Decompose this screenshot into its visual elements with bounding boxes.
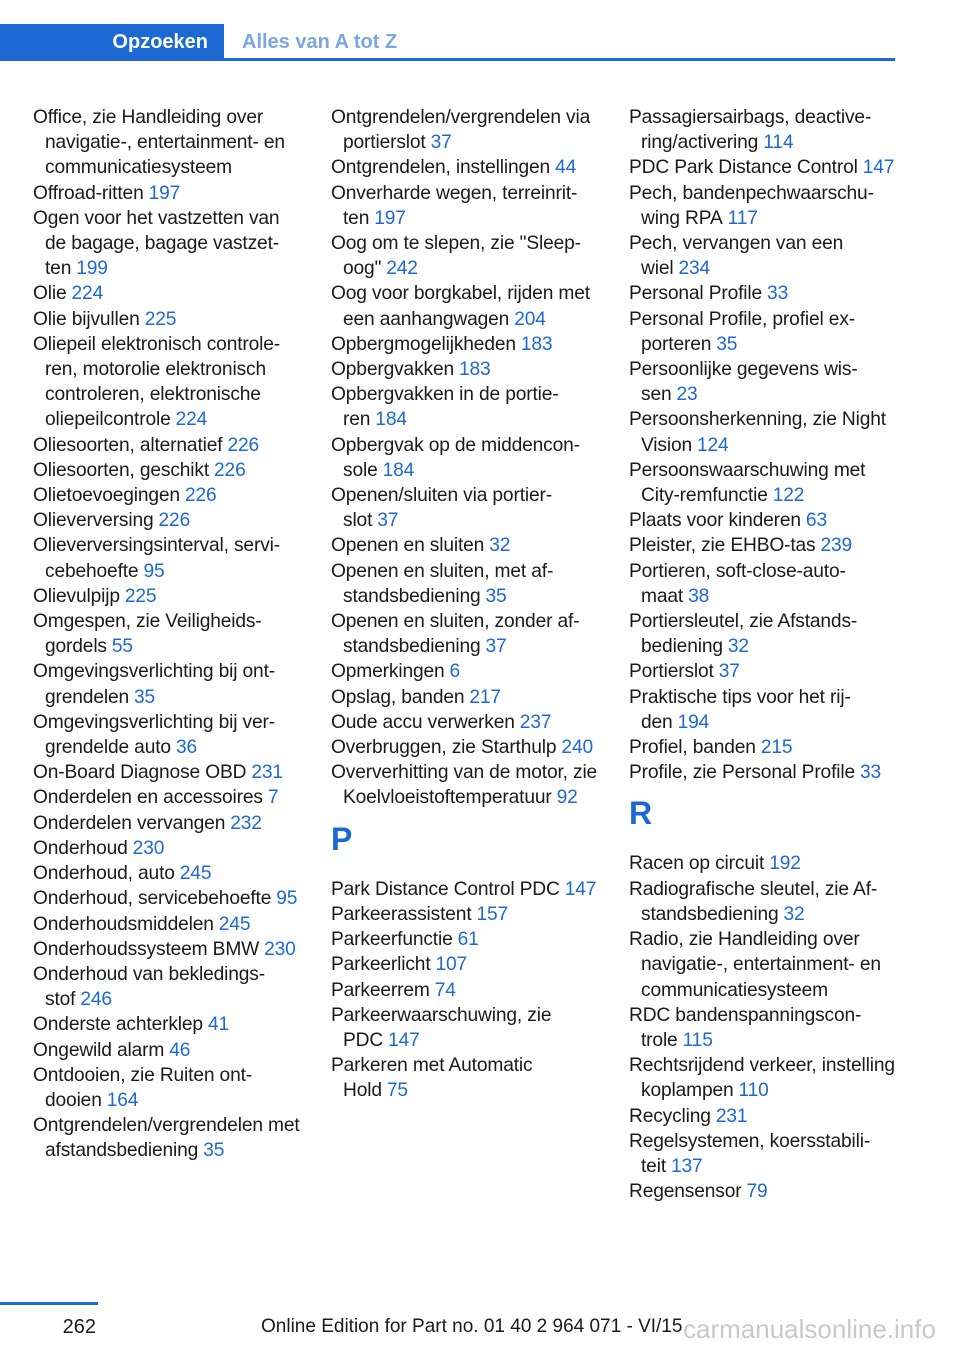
index-letter-heading: P [331,820,353,857]
index-letter-heading: R [629,795,653,832]
index-page-link[interactable]: 230 [264,938,296,960]
index-entry [33,1063,301,1113]
index-page-link[interactable]: 240 [561,737,593,759]
index-entry-text: Offroad-ritten [33,182,144,204]
index-page-link[interactable]: 37 [485,636,507,658]
index-entry-text: Personal Profile, profiel exporteren [629,308,856,355]
index-entry-text: Personal Profile [629,283,763,305]
index-page-link[interactable]: 74 [434,979,456,1001]
index-page-link[interactable]: 147 [564,878,597,900]
index-entry [33,836,301,861]
index-page-link[interactable]: 95 [143,560,165,582]
index-page-link[interactable]: 115 [682,1029,713,1051]
index-entry-text: Oliesoorten, geschikt [33,459,210,481]
index-entry [629,357,899,407]
index-page-link[interactable]: 137 [671,1155,703,1177]
index-entry [331,559,599,609]
index-entry-text: Parkeerfunctie [331,929,453,951]
index-entry [629,851,899,876]
index-entry [629,735,899,760]
index-entry [33,181,301,206]
index-entry-text: Oude accu verwerken [331,711,515,733]
index-entry-text: Parkeerlicht [331,954,431,976]
index-entry [331,760,599,810]
index-page-link[interactable]: 23 [676,384,698,406]
index-entry [331,533,599,558]
index-entry [629,533,899,558]
index-entry-text: Ontdooien, zie Ruiten ontdooien [33,1064,253,1111]
index-entry [629,1129,899,1179]
index-entry [33,785,301,810]
index-page-link[interactable]: 230 [132,837,165,859]
index-entry [331,952,599,977]
index-entry [33,458,301,483]
index-entry-text: PDC Park Distance Control [629,157,858,179]
index-entry [331,483,599,533]
index-entry-text: Oliesoorten, alternatief [33,434,223,456]
index-entry [629,181,899,231]
index-entry-text: Persoonsherkenning, zie Night Vision [629,409,886,456]
index-entry-text: Omgevingsverlichting bij vergrendelde auto [33,711,276,759]
index-entry-text: Onderhoud [33,837,128,859]
index-entry-text: Parkeerassistent [331,903,472,925]
index-entry [629,559,899,609]
header-underline [224,58,895,61]
index-page-link[interactable]: 6 [449,661,461,683]
index-entry [629,307,899,357]
index-entry-text: Onderste achterklep [33,1014,203,1036]
index-entry-text: Onderdelen en accessoires [33,787,263,809]
index-page-link[interactable]: 197 [148,182,181,204]
index-entry-text: Openen en sluiten [331,535,485,557]
index-page-link[interactable]: 95 [276,888,298,910]
index-entry [331,155,599,180]
index-entry-text: Office, zie Handleiding over navigatie-, entertainment- en communicatiesysteem [33,107,285,179]
index-entry [629,1104,899,1129]
index-entry-text: Ongewild alarm [33,1039,165,1061]
index-entry-text: Persoonlijke gegevens wissen [629,359,858,406]
index-page-link[interactable]: 37 [718,661,740,683]
index-page-link[interactable]: 217 [469,686,501,708]
index-entry [331,1003,599,1053]
index-page-link[interactable]: 35 [203,1140,225,1162]
index-entry-text: Onderhoudssysteem BMW [33,938,260,960]
index-page-link[interactable]: 122 [772,485,805,507]
index-entry [331,735,599,760]
index-entry-text: RDC bandenspanningscontrole [629,1004,862,1051]
index-entry [33,1012,301,1037]
index-page-link[interactable]: 63 [805,510,827,532]
index-entry [331,609,599,659]
index-entry [33,659,301,709]
index-entry-text: Oog voor borgkabel, rijden met een aanhangwagen [331,283,590,330]
index-column-2 [331,105,599,1104]
index-entry [33,710,301,760]
index-entry-text: Olie [33,283,67,305]
index-entry-text: Praktische tips voor het rijden [629,686,851,733]
index-entry-text: Onderhoud, servicebehoefte [33,888,272,910]
index-entry-text: Ontgrendelen, instellingen [331,157,551,179]
index-page-link[interactable]: 7 [267,787,279,809]
index-column-3 [629,105,899,1204]
index-entry [33,962,301,1012]
index-entry [331,357,599,382]
index-page-link[interactable]: 197 [374,207,406,229]
index-entry [33,508,301,533]
index-page-link[interactable]: 237 [519,711,552,733]
index-entry [331,927,599,952]
index-page-link[interactable]: 147 [388,1029,420,1051]
index-entry-text: Rechtsrijdend verkeer, instelling koplampen [629,1055,895,1102]
index-page-link[interactable]: 204 [514,308,546,330]
index-entry-text: Onderhoudsmiddelen [33,913,214,935]
index-entry [629,281,899,306]
index-entry-text: Parkeerrem [331,979,430,1001]
index-entry-text: Onderhoud, auto [33,863,175,885]
index-entry [629,231,899,281]
index-entry-text: Onverharde wegen, terreinritten [331,182,578,229]
index-entry [33,886,301,911]
index-page-link[interactable]: 35 [134,686,156,708]
index-entry-text: Pleister, zie EHBO-tas [629,535,816,557]
index-entry [33,584,301,609]
index-entry [629,508,899,533]
index-entry [629,659,899,684]
index-entry [33,281,301,306]
index-entry-text: Omgespen, zie Veiligheidsgordels [33,611,262,658]
index-entry-text: Openen en sluiten, zonder afstandsbediening [331,611,580,658]
index-entry-text: Portiersleutel, zie Afstandsbediening [629,611,858,658]
index-page-link[interactable]: 232 [230,812,262,834]
index-page-link[interactable]: 246 [80,989,112,1011]
index-page-link[interactable]: 46 [169,1039,191,1061]
index-entry-text: Profile, zie Personal Profile [629,762,856,784]
index-page-link[interactable]: 32 [489,535,511,557]
index-page-link[interactable]: 79 [746,1181,768,1203]
index-entry [33,483,301,508]
index-page-link[interactable]: 44 [555,157,577,179]
index-entry [331,105,599,155]
index-entry [331,1053,599,1103]
index-entry [331,685,599,710]
index-entry [331,382,599,432]
index-page-link[interactable]: 183 [459,359,491,381]
index-page-link[interactable]: 184 [375,409,407,431]
index-page-link[interactable]: 226 [227,434,260,456]
index-entry-text: Parkeerwaarschuwing, zie PDC [331,1004,552,1051]
index-entry-text: Opslag, banden [331,686,465,708]
index-entry [331,231,599,281]
index-column-1 [33,105,301,1164]
index-page-link[interactable]: 226 [184,485,217,507]
index-entry [33,105,301,181]
index-page-link[interactable]: 33 [767,283,789,305]
index-entry-text: Parkeren met Automatic Hold [331,1055,533,1102]
index-entry-text: Onderhoud van bekledingsstof [33,963,266,1011]
index-entry [33,811,301,836]
index-page-link[interactable]: 225 [144,308,177,330]
index-entry [33,937,301,962]
index-page-link[interactable]: 32 [727,636,749,658]
index-entry-text: Olietoevoegingen [33,485,180,507]
index-entry-text: Olievulpijp [33,585,120,607]
index-page-link[interactable]: 107 [435,954,468,976]
index-page-link[interactable]: 37 [377,510,399,532]
index-page-link[interactable]: 245 [218,913,251,935]
index-page-link[interactable]: 215 [760,737,793,759]
tab-alles-van-a-tot-z[interactable]: Alles van A tot Z [242,31,398,53]
index-entry-text: Recycling [629,1105,711,1127]
index-entry-text: Openen en sluiten, met afstandsbediening [331,560,554,607]
index-page-link[interactable]: 157 [476,903,509,925]
index-page-link[interactable]: 124 [697,434,729,456]
index-entry [629,927,899,1003]
index-page-link[interactable]: 199 [76,258,108,280]
index-entry [33,760,301,785]
index-page-link[interactable]: 224 [175,409,208,431]
index-entry-text: Olie bijvullen [33,308,140,330]
index-page-link[interactable]: 231 [715,1105,748,1127]
index-entry [331,710,599,735]
index-entry [629,407,899,457]
index-entry [331,433,599,483]
index-page-link[interactable]: 245 [179,863,212,885]
index-entry-text: Portierslot [629,661,714,683]
index-entry [629,760,899,785]
index-page-link[interactable]: 242 [386,258,418,280]
index-page-link[interactable]: 184 [382,459,415,481]
index-entry-text: Portieren, soft-close-automaat [629,560,846,607]
index-entry-text: Ontgrendelen/vergrendelen via portierslot [331,107,591,154]
index-entry-text: Oververhitting van de motor, zie Koelvloeistoftemperatuur [331,762,598,809]
index-entry [331,978,599,1003]
index-entry-text: Racen op circuit [629,853,765,875]
index-page-link[interactable]: 35 [485,585,507,607]
index-page-link[interactable]: 117 [727,207,758,229]
index-entry-text: Persoonswaarschuwing met City-remfunctie [629,459,866,507]
index-entry-text: Regelsystemen, koersstabiliteit [629,1130,871,1177]
index-entry-text: Omgevingsverlichting bij ontgrendelen [33,661,276,708]
index-page-link[interactable]: 225 [124,585,157,607]
index-page-link[interactable]: 226 [158,510,191,532]
index-entry [33,433,301,458]
index-entry [331,181,599,231]
index-entry-text: Park Distance Control PDC [331,878,560,900]
index-page-link[interactable]: 164 [106,1089,139,1111]
index-entry-text: Pech, vervangen van een wiel [629,233,844,280]
index-entry [33,1113,301,1163]
index-entry [33,1038,301,1063]
page-number: 262 [62,1316,96,1338]
index-entry [33,533,301,583]
index-entry [331,902,599,927]
index-entry-text: Regensensor [629,1181,742,1203]
index-entry [629,1053,899,1103]
index-entry [331,877,599,902]
index-page-link[interactable]: 35 [716,333,738,355]
tab-opzoeken[interactable]: Opzoeken [0,24,224,61]
index-entry-text: Radiografische sleutel, zie Afstandsbediening [629,878,878,925]
index-page-link[interactable]: 194 [677,711,710,733]
index-page-link[interactable]: 75 [386,1080,408,1102]
index-page-link[interactable]: 55 [111,636,133,658]
index-entry [33,912,301,937]
index-page-link[interactable]: 147 [862,157,895,179]
index-entry-text: Passagiersairbags, deactivering/activering [629,107,872,154]
index-page-link[interactable]: 36 [175,737,197,759]
index-page-link[interactable]: 41 [207,1014,229,1036]
index-page-link[interactable]: 37 [430,132,452,154]
index-entry-text: Openen/sluiten via portierslot [331,485,553,532]
index-entry [33,861,301,886]
index-entry-text: Opbergmogelijkheden [331,333,516,355]
index-entry [33,609,301,659]
index-entry [629,105,899,155]
index-entry-text: Ogen voor het vastzetten van de bagage, bagage vastzetten [33,207,280,280]
index-entry [33,332,301,433]
index-page-link[interactable]: 33 [860,762,882,784]
index-page-link[interactable]: 234 [678,258,711,280]
index-page-link[interactable]: 61 [457,929,479,951]
index-entry-text: Onderdelen vervangen [33,812,226,834]
index-entry [629,1179,899,1204]
index-page-link[interactable]: 114 [763,132,794,154]
index-entry-text: On-Board Diagnose OBD [33,762,247,784]
footer-line [0,1302,98,1305]
index-entry-text: Opmerkingen [331,661,445,683]
index-page-link[interactable]: 110 [738,1080,769,1102]
index-page-link[interactable]: 231 [251,762,283,784]
index-entry [629,155,899,180]
index-entry-text: Opbergvak op de middenconsole [331,434,581,481]
index-page-link[interactable]: 224 [71,283,104,305]
index-entry [331,659,599,684]
index-page-link[interactable]: 92 [556,787,578,809]
edition-text: Online Edition for Part no. 01 40 2 964 071 - VI/15 [261,1316,683,1337]
index-page-link[interactable]: 38 [688,585,710,607]
index-page-link[interactable]: 32 [783,903,805,925]
index-entry [331,332,599,357]
watermark: carmanualsonline.info [683,1314,936,1344]
index-page-link[interactable]: 226 [214,459,246,481]
index-page-link[interactable]: 192 [769,853,801,875]
index-entry-text: Pech, bandenpechwaarschuwing RPA [629,182,874,229]
index-entry-text: Overbruggen, zie Starthulp [331,737,557,759]
index-entry-text: Radio, zie Handleiding over navigatie-, entertainment- en communicatiesysteem [629,929,881,1001]
index-page-link[interactable]: 239 [820,535,853,557]
index-page-link[interactable]: 183 [520,333,553,355]
index-entry-text: Opbergvakken in de portieren [331,384,559,431]
index-entry [629,1003,899,1053]
header-bar [0,24,895,61]
index-entry-text: Plaats voor kinderen [629,510,801,532]
index-entry-text: Olieverversing [33,510,154,532]
index-entry [629,685,899,735]
index-entry [33,206,301,282]
index-entry-text: Oliepeil elektronisch controleren, motorolie elektronisch controleren, elektronische oliepeilcontrole [33,333,281,431]
index-entry-text: Ontgrendelen/vergrendelen met afstandsbediening [33,1115,300,1162]
index-entry [331,281,599,331]
index-entry [33,307,301,332]
index-entry [629,877,899,927]
index-entry-text: Opbergvakken [331,359,454,381]
index-entry [629,609,899,659]
index-entry-text: Olieverversingsinterval, servicebehoefte [33,535,281,582]
index-entry [629,458,899,508]
index-entry-text: Profiel, banden [629,737,756,759]
index-entry-text: Oog om te slepen, zie "Sleepoog" [331,233,582,280]
